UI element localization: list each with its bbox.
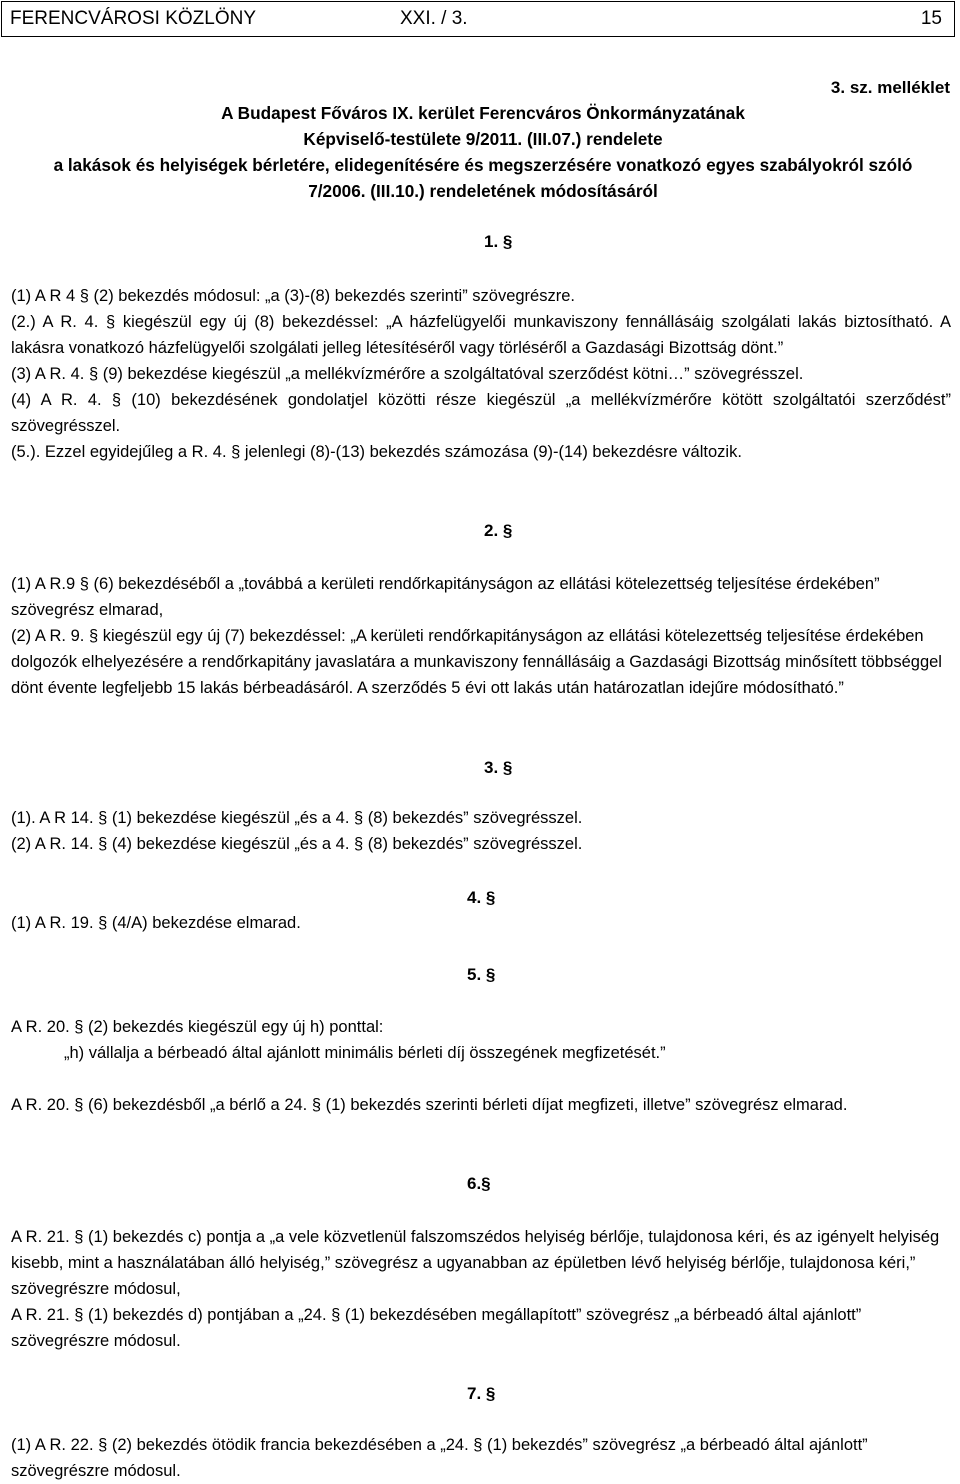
paragraph: (1). A R 14. § (1) bekezdése kiegészül „és a 4. § (8) bekezdés” szövegrésszel. bbox=[11, 809, 583, 827]
section-heading: 1. § bbox=[484, 232, 513, 251]
paragraph: A R. 21. § (1) bekezdés d) pontjában a „24. § (1) bekezdésében megállapított” szövegrész „a bérbeadó által ajánlott” szövegrészre módosul. bbox=[11, 1306, 862, 1350]
paragraph: A R. 21. § (1) bekezdés c) pontja a „a vele közvetlenül falszomszédos helyiség bérlője, tulajdonosa kéri, és az igényelt helyiség kisebb, mint a használatában álló helyiség,” szövegrész a ugyanabban az épületben lévő helyiség bérlője, tulajdonosa kéri,” szövegrészre módosul, bbox=[11, 1228, 940, 1298]
section-heading: 3. § bbox=[484, 758, 513, 777]
title-line: a lakások és helyiségek bérletére, elidegenítésére és megszerzésére vonatkozó egyes szabályokról szóló bbox=[53, 155, 913, 175]
paragraph: A R. 20. § (6) bekezdésből „a bérlő a 24. § (1) bekezdés szerinti bérleti díjat megfizeti, illetve” szövegrész elmarad. bbox=[11, 1096, 848, 1114]
section-heading: 7. § bbox=[467, 1384, 496, 1403]
section-heading: 5. § bbox=[467, 965, 496, 984]
title-line: Képviselő-testülete 9/2011. (III.07.) rendelete bbox=[303, 129, 663, 149]
paragraph: (2) A R. 9. § kiegészül egy új (7) bekezdéssel: „A kerületi rendőrkapitányságon az ellátási kötelezettség teljesítése érdekében dolgozók elhelyezésére a rendőrkapitány javaslatára a munkaviszony fennállásáig a Gazdasági Bizottság minősített többséggel dönt évente legfeljebb 15 lakás bérbeadásáról. A szerződés 5 évi ott lakás után határozatlan idejűre módosítható.” bbox=[11, 627, 942, 697]
paragraph: (2.) A R. 4. § kiegészül egy új (8) bekezdéssel: „A házfelügyelői munkaviszony fennállásáig szolgálati lakás biztosítható. A lakásra vonatkozó házfelügyelői szolgálati jelleg létesítéséről vagy törléséről a Gazdasági Bizottság dönt.” bbox=[11, 313, 951, 357]
title-line: 7/2006. (III.10.) rendeletének módosításáról bbox=[308, 181, 658, 201]
paragraph: (4) A R. 4. § (10) bekezdésének gondolatjel közötti része kiegészül „a mellékvízmérőre kötött szolgáltatói szerződést” szövegrésszel. bbox=[11, 391, 951, 435]
paragraph: (1) A R 4 § (2) bekezdés módosul: „a (3)-(8) bekezdés szerinti” szövegrészre. bbox=[11, 287, 575, 305]
paragraph: (1) A R. 19. § (4/A) bekezdése elmarad. bbox=[11, 914, 301, 932]
paragraph: (5.). Ezzel egyidejűleg a R. 4. § jelenlegi (8)-(13) bekezdés számozása (9)-(14) bekezdésre változik. bbox=[11, 443, 742, 461]
page-header bbox=[1, 1, 955, 37]
section-heading: 2. § bbox=[484, 521, 513, 540]
issue-number: XXI. / 3. bbox=[400, 8, 468, 29]
section-body bbox=[11, 1014, 951, 1066]
section-heading: 4. § bbox=[467, 888, 496, 907]
section-body bbox=[11, 1092, 951, 1118]
section-body bbox=[11, 910, 951, 936]
document-title bbox=[10, 100, 956, 204]
section-body bbox=[11, 1432, 951, 1484]
section-body bbox=[11, 1224, 951, 1354]
section-body bbox=[11, 805, 951, 857]
title-line: A Budapest Főváros IX. kerület Ferencváros Önkormányzatának bbox=[221, 103, 745, 123]
paragraph: (1) A R. 22. § (2) bekezdés ötödik francia bekezdésében a „24. § (1) bekezdés” szövegrész „a bérbeadó által ajánlott” szövegrészre módosul. bbox=[11, 1436, 868, 1480]
paragraph: (2) A R. 14. § (4) bekezdése kiegészül „és a 4. § (8) bekezdés” szövegrésszel. bbox=[11, 835, 583, 853]
publication-title: FERENCVÁROSI KÖZLÖNY bbox=[10, 8, 256, 29]
paragraph: (1) A R.9 § (6) bekezdéséből a „továbbá a kerületi rendőrkapitányságon az ellátási kötelezettség teljesítése érdekében” szövegrész elmarad, bbox=[11, 575, 880, 619]
section-body bbox=[11, 283, 951, 465]
annex-label: 3. sz. melléklet bbox=[830, 78, 950, 97]
section-heading: 6.§ bbox=[467, 1174, 491, 1193]
paragraph: (3) A R. 4. § (9) bekezdése kiegészül „a mellékvízmérőre a szolgáltatóval szerződést kötni…” szövegrésszel. bbox=[11, 365, 804, 383]
paragraph: A R. 20. § (2) bekezdés kiegészül egy új h) ponttal: bbox=[11, 1018, 384, 1036]
paragraph: „h) vállalja a bérbeadó által ajánlott minimális bérleti díj összegének megfizetését.” bbox=[64, 1044, 666, 1062]
section-body bbox=[11, 571, 951, 701]
page-number: 15 bbox=[920, 8, 942, 29]
